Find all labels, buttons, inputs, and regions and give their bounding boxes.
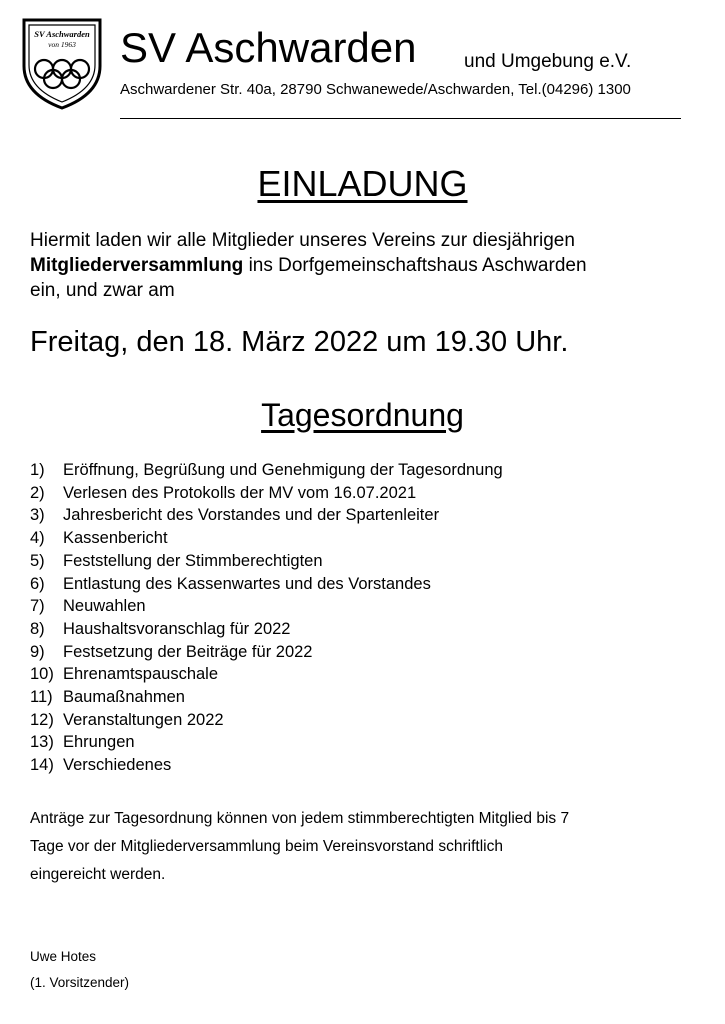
signature-block xyxy=(30,944,129,996)
club-address: Aschwardener Str. 40a, 28790 Schwanewede/Aschwarden, Tel.(04296) 1300 xyxy=(120,81,631,98)
agenda-item-number: 12) xyxy=(30,710,54,729)
agenda-title: Tagesordnung xyxy=(261,397,464,433)
agenda-item-text: Verschiedenes xyxy=(63,756,172,775)
intro-paragraph xyxy=(30,228,700,303)
intro-bold: Mitgliederversammlung xyxy=(30,255,244,276)
agenda-item xyxy=(30,550,503,573)
agenda-item-number: 3) xyxy=(30,506,45,525)
agenda-item-number: 14) xyxy=(30,756,54,775)
club-crest-logo xyxy=(20,14,104,112)
signer-name: Uwe Hotes xyxy=(30,949,97,964)
agenda-item-number: 6) xyxy=(30,574,45,593)
intro-part2: ins Dorfgemeinschaftshaus Aschwarden xyxy=(248,255,587,276)
agenda-item xyxy=(30,504,503,527)
agenda-item-text: Eröffnung, Begrüßung und Genehmigung der Tagesordnung xyxy=(63,461,503,479)
agenda-item xyxy=(30,754,503,777)
agenda-item-number: 8) xyxy=(30,619,45,638)
agenda-item-number: 5) xyxy=(30,551,45,570)
agenda-item-number: 4) xyxy=(30,529,45,548)
agenda-item-text: Ehrungen xyxy=(63,733,135,752)
agenda-item-text: Baumaßnahmen xyxy=(63,688,185,707)
agenda-item xyxy=(30,482,503,505)
motions-line-1: Anträge zur Tagesordnung können von jedem stimmberechtigten Mitglied bis 7 xyxy=(30,810,570,827)
intro-part1: Hiermit laden wir alle Mitglieder unseres Vereins zur diesjährigen xyxy=(30,230,575,251)
club-name: SV Aschwarden xyxy=(120,24,417,71)
agenda-item-text: Neuwahlen xyxy=(63,597,146,616)
agenda-item-number: 10) xyxy=(30,665,54,684)
logo-text-top: SV Aschwarden xyxy=(34,29,90,39)
motions-paragraph xyxy=(30,805,700,889)
agenda-item-text: Ehrenamtspauschale xyxy=(63,665,219,684)
motions-line-3: eingereicht werden. xyxy=(30,866,166,883)
agenda-item-number: 7) xyxy=(30,597,45,616)
agenda-item-text: Festsetzung der Beiträge für 2022 xyxy=(63,642,313,661)
agenda-item xyxy=(30,618,503,641)
agenda-item xyxy=(30,686,503,709)
agenda-item xyxy=(30,527,503,550)
agenda-item-text: Verlesen des Protokolls der MV vom 16.07.2021 xyxy=(63,483,417,502)
signer-role: (1. Vorsitzender) xyxy=(30,975,130,990)
agenda-item xyxy=(30,709,503,732)
intro-part3: ein, und zwar am xyxy=(30,280,175,301)
agenda-item xyxy=(30,459,503,482)
agenda-item-text: Entlastung des Kassenwartes und des Vorstandes xyxy=(63,574,431,593)
agenda-item-number: 13) xyxy=(30,733,54,752)
agenda-item-number: 1) xyxy=(30,461,45,479)
agenda-item-number: 11) xyxy=(30,688,53,707)
agenda-item-number: 2) xyxy=(30,483,45,502)
logo-text-bottom: von 1963 xyxy=(48,40,76,49)
agenda-item-text: Haushaltsvoranschlag für 2022 xyxy=(63,619,291,638)
meeting-date: Freitag, den 18. März 2022 um 19.30 Uhr. xyxy=(30,326,569,358)
agenda-list xyxy=(30,459,503,777)
agenda-item xyxy=(30,641,503,664)
agenda-item-text: Kassenbericht xyxy=(63,529,168,548)
agenda-item xyxy=(30,595,503,618)
motions-line-2: Tage vor der Mitgliederversammlung beim Vereinsvorstand schriftlich xyxy=(30,838,503,855)
agenda-item-text: Jahresbericht des Vorstandes und der Spartenleiter xyxy=(63,506,440,525)
agenda-item-text: Feststellung der Stimmberechtigten xyxy=(63,551,323,570)
agenda-item xyxy=(30,731,503,754)
agenda-item xyxy=(30,573,503,596)
club-name-suffix: und Umgebung e.V. xyxy=(464,51,632,72)
agenda-item-text: Veranstaltungen 2022 xyxy=(63,710,224,729)
header-divider xyxy=(120,118,681,119)
agenda-item xyxy=(30,663,503,686)
agenda-item-number: 9) xyxy=(30,642,45,661)
page-title: EINLADUNG xyxy=(257,163,468,204)
